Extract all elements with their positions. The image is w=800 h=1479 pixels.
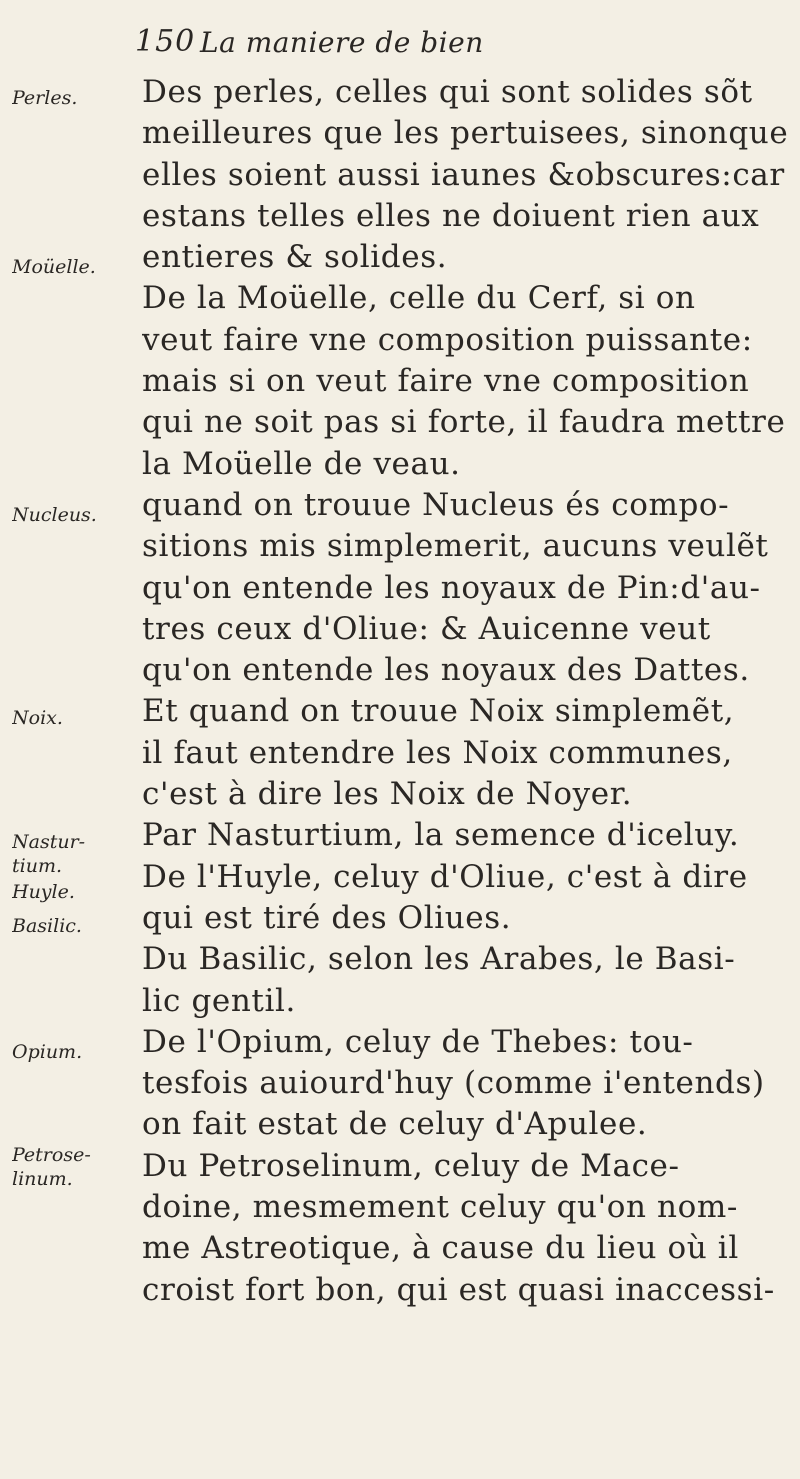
text-line: lic gentil. [142,982,296,1019]
text-line: Par Nasturtium, la semence d'iceluy. [142,817,740,854]
text-line: quand on trouue Nucleus és compo- [142,486,730,523]
margin-note-line: Huyle. [12,881,75,903]
text-line: il faut entendre les Noix communes, [142,734,733,771]
text-line: elles soient aussi iaunes &obscures:car [142,156,785,193]
text-line: Du Petroselinum, celuy de Mace- [142,1147,680,1184]
running-title: La maniere de bien [200,26,484,59]
text-line: tres ceux d'Oliue: & Auicenne veut [142,610,711,647]
text-line: qu'on entende les noyaux des Dattes. [142,652,750,689]
margin-note-line: Perles. [12,87,78,109]
margin-note-huyle [12,880,137,904]
text-line: veut faire vne composition puissante: [142,321,753,358]
margin-note-line: Noix. [12,707,63,729]
text-line: mais si on veut faire vne composition [142,363,750,400]
text-line: entieres & solides. [142,239,448,276]
text-line: Et quand on trouue Noix simplemẽt, [142,693,735,730]
margin-note-nasturtium [12,830,137,878]
margin-note-line: Basilic. [12,915,82,937]
margin-note-perles [12,86,137,110]
text-line: on fait estat de celuy d'Apulee. [142,1106,648,1143]
text-line: De la Moüelle, celle du Cerf, si on [142,280,696,317]
margin-note-noix [12,706,137,730]
text-line: qui ne soit pas si forte, il faudra mettre [142,404,786,441]
margin-note-basilic [12,914,137,938]
margin-note-opium [12,1040,137,1064]
margin-note-line: Moüelle. [12,256,96,278]
margin-note-line: linum. [12,1168,73,1190]
body-text [142,72,797,1311]
margin-note-line: Opium. [12,1041,83,1063]
text-line: Du Basilic, selon les Arabes, le Basi- [142,941,736,978]
text-line: Des perles, celles qui sont solides sõt [142,74,753,110]
text-line: me Astreotique, à cause du lieu où il [142,1230,739,1267]
text-line: De l'Huyle, celuy d'Oliue, c'est à dire [142,858,748,895]
text-line: estans telles elles ne doiuent rien aux [142,197,760,234]
text-line: tesfois auiourd'huy (comme i'entends) [142,1065,765,1102]
text-line: meilleures que les pertuisees, sinonque [142,115,789,152]
margin-note-nucleus [12,503,137,527]
margin-note-petroselinum [12,1143,137,1191]
margin-note-line: Nucleus. [12,504,97,526]
margin-note-line: Nastur- [12,831,86,853]
text-line: qu'on entende les noyaux de Pin:d'au- [142,569,761,606]
text-line: De l'Opium, celuy de Thebes: tou- [142,1023,694,1060]
margin-note-mouelle [12,255,137,279]
text-line: sitions mis simplemerit, aucuns veulẽt [142,528,769,565]
margin-note-line: Petrose- [12,1144,91,1166]
page-number: 150 [135,24,196,59]
margin-note-line: tium. [12,855,63,877]
text-line: la Moüelle de veau. [142,445,461,482]
text-line: c'est à dire les Noix de Noyer. [142,776,633,813]
text-line: doine, mesmement celuy qu'on nom- [142,1189,738,1226]
text-line: qui est tiré des Oliues. [142,899,512,936]
margin-notes [0,0,140,1479]
text-line: croist fort bon, qui est quasi inaccessi- [142,1271,775,1308]
